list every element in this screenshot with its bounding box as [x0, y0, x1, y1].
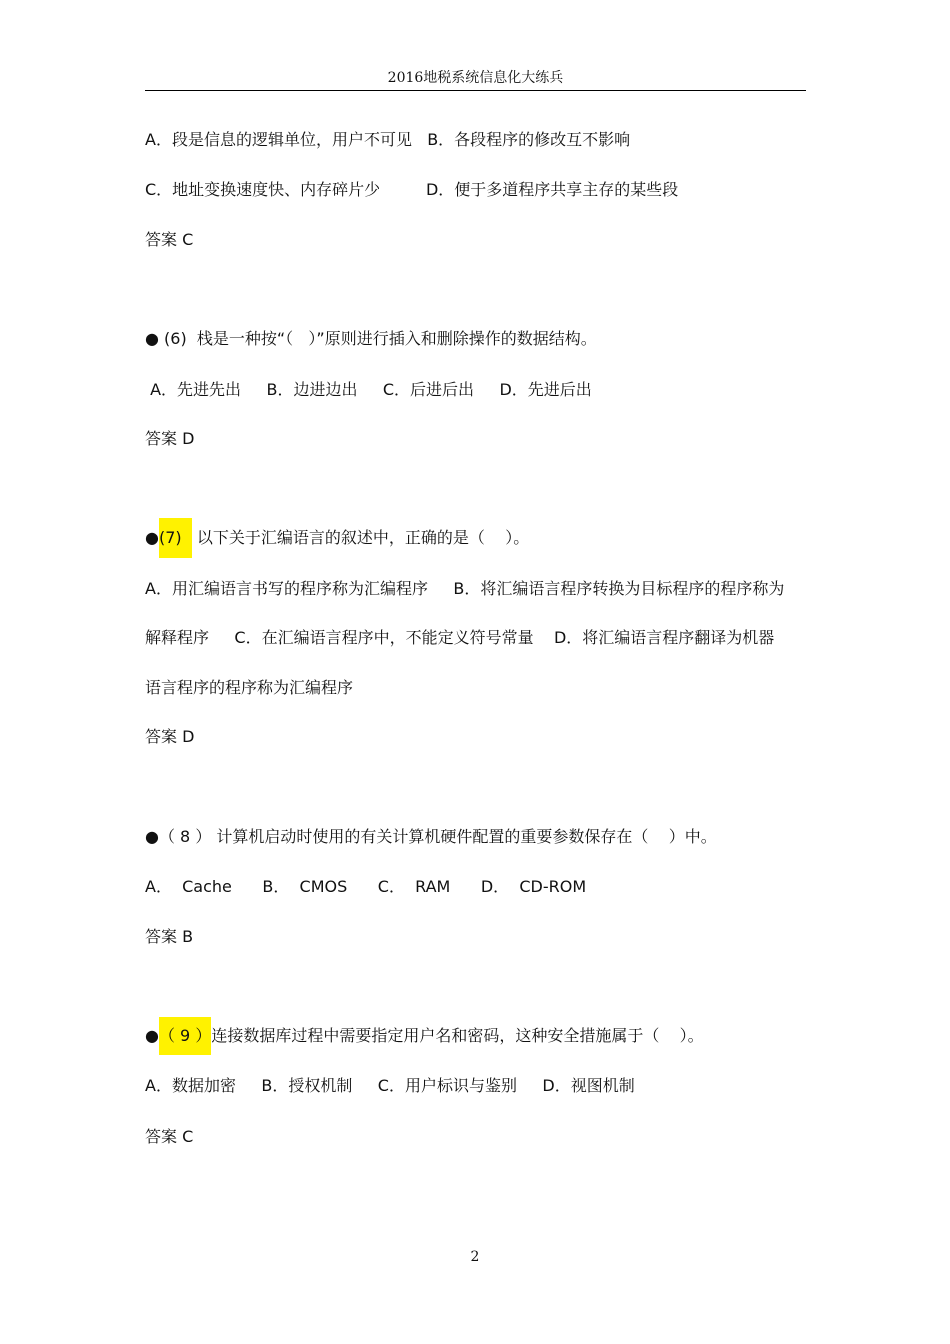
- q6-answer: 答案 D: [145, 429, 195, 448]
- q7-options-line3: 语言程序的程序称为汇编程序: [145, 678, 354, 697]
- q7-answer: 答案 D: [145, 727, 195, 746]
- q9-bullet: ●: [145, 1026, 159, 1045]
- q6-question: ● (6) 栈是一种按“（ ）”原则进行插入和删除操作的数据结构。: [145, 329, 597, 348]
- q7-bullet: ●: [145, 528, 159, 547]
- q5-options-line1: A．段是信息的逻辑单位，用户不可见 B．各段程序的修改互不影响: [145, 130, 631, 149]
- q7-question-line: [145, 527, 825, 558]
- q7-options-line2: 解释程序 C．在汇编语言程序中，不能定义符号常量 D．将汇编语言程序翻译为机器: [145, 628, 775, 647]
- q7-question-text: 以下关于汇编语言的叙述中，正确的是（ ）。: [191, 528, 530, 547]
- q8-options: A． Cache B． CMOS C． RAM D． CD-ROM: [145, 877, 587, 896]
- q9-answer: 答案 C: [145, 1127, 194, 1146]
- q5-options-line2: C．地址变换速度快、内存碎片少 D．便于多道程序共享主存的某些段: [145, 180, 679, 199]
- q6-options: A．先进先出 B．边进边出 C．后进后出 D．先进后出: [145, 380, 592, 399]
- q9-number-highlight: （ 9 ）: [159, 1017, 211, 1055]
- q7-options-line1: A．用汇编语言书写的程序称为汇编程序 B．将汇编语言程序转换为目标程序的程序称为: [145, 579, 785, 598]
- q8-question: ●（ 8 ） 计算机启动时使用的有关计算机硬件配置的重要参数保存在（ ）中。: [145, 827, 717, 846]
- q7-number-highlight: (7): [159, 518, 192, 558]
- q9-options: A．数据加密 B．授权机制 C．用户标识与鉴别 D．视图机制: [145, 1076, 635, 1095]
- q8-answer: 答案 B: [145, 927, 194, 946]
- q5-answer: 答案 C: [145, 230, 194, 249]
- header-rule: [145, 90, 806, 91]
- q9-question-text: 连接数据库过程中需要指定用户名和密码，这种安全措施属于（ ）。: [211, 1026, 704, 1045]
- page-number: 2: [470, 1249, 480, 1265]
- q9-question-line: [145, 1025, 825, 1055]
- page-header-title: 2016地税系统信息化大练兵: [387, 70, 564, 86]
